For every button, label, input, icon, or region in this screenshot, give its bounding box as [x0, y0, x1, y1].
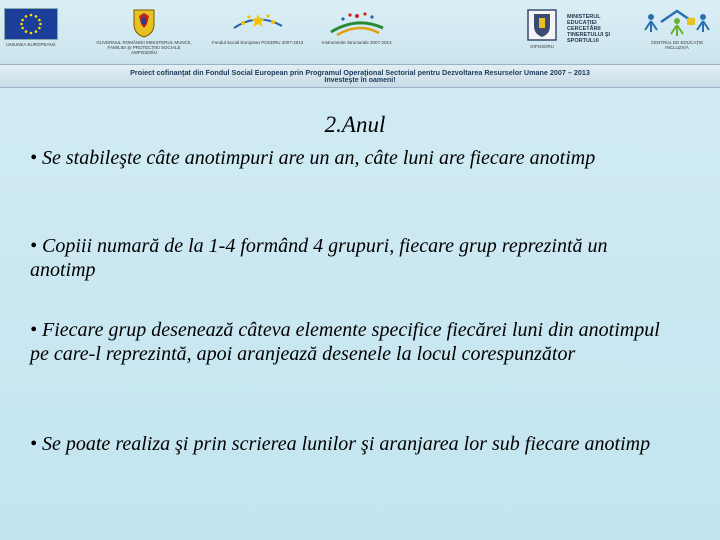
- esf-logo: [212, 8, 303, 45]
- bullet-item: • Fiecare grup desenează câteva elemente specifice fiecărei luni din anotimpul pe care-l reprezintă, apoi aranjează desenele la locul corespunzător: [30, 319, 660, 365]
- structural-caption: Instrumente Structurale 2007-2013: [322, 40, 392, 45]
- government-caption: GUVERNUL ROMÂNIEI MINISTERUL MUNCII, FAMILIEI ŞI PROTECŢIEI SOCIALE AMPOSDRU: [96, 40, 192, 55]
- ministry-name: MINISTERUL EDUCAŢIEI CERCETĂRII TINERETULUI ŞI SPORTULUI: [567, 14, 611, 44]
- foundation-caption: CENTRUL DE EDUCAŢIE INCLUZIVĂ: [650, 40, 704, 50]
- banner-text: Proiect cofinanţat din Fondul Social European prin Programul Operaţional Sectorial pentru Dezvoltarea Resurselor Umane 2007 – 2013: [130, 68, 590, 77]
- eu-logo: [4, 8, 58, 47]
- slide-title: 2.Anul: [324, 112, 386, 137]
- ministry-logo: [526, 8, 558, 49]
- bullet-item: • Copiii numară de la 1-4 formând 4 grupuri, fiecare grup reprezintă un anotimp: [30, 235, 608, 281]
- esf-caption: Fondul Social European POSDRU 2007-2013: [212, 40, 304, 45]
- bullet-item: • Se stabileşte câte anotimpuri are un an, câte luni are fiecare anotimp: [30, 147, 596, 169]
- cofinancing-banner: [0, 64, 720, 88]
- eu-flag-icon: [4, 8, 58, 40]
- government-logo: [96, 8, 192, 55]
- header-logos: [0, 0, 720, 86]
- esf-stars-icon: [228, 8, 288, 38]
- foundation-logo: [640, 8, 714, 50]
- banner-slogan: Investeşte în oameni!: [324, 77, 396, 84]
- structural-instruments-icon: [327, 8, 387, 38]
- children-house-icon: [641, 8, 713, 38]
- ministry-caption: OIPOSDRU: [529, 44, 554, 49]
- eu-caption: UNIUNEA EUROPEANĂ: [6, 42, 56, 47]
- ministry-crest-icon: [526, 8, 558, 42]
- structural-logo: [322, 8, 392, 45]
- bullet-item: • Se poate realiza şi prin scrierea lunilor şi aranjarea lor sub fiecare anotimp: [30, 433, 651, 455]
- coat-of-arms-icon: [131, 8, 157, 38]
